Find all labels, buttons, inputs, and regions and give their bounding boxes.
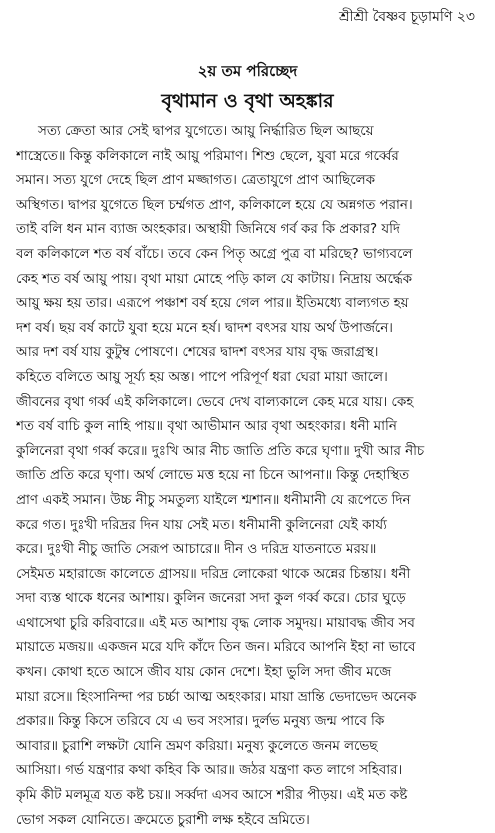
text-line: সদা ব্যস্ত থাকে ধনের আশায়। কুলিন জনেরা সদা কুল গর্ব্ব করে। চোর ঘুড়ে (16, 591, 406, 607)
text-line: আর দশ বর্ষ যায় কুটুম্ব পোষণে। শেষের দ্বাদশ বৎসর যায় বৃদ্ধ জরাগ্রস্থ। (16, 345, 379, 361)
text-line: মায়াতে মজয়॥ একজন মরে যদি কাঁদে তিন জন। মরিবে আপনি ইহা না ভাবে (16, 640, 416, 656)
running-header: শ্রীশ্রী বৈষ্ণব চূড়ামণি ২৩ (339, 9, 475, 25)
text-line: করে গত। দুঃখী দরিদ্রর দিন যায় সেই মত। ধনীমানী কুলিনেরা যেই কার্য্য (16, 517, 387, 533)
body-text (16, 120, 482, 833)
chapter-title: বৃথামান ও বৃথা অহঙ্কার (161, 90, 334, 112)
text-line: ভোগ সকল যোনিতে। ক্রমেতে চুরাশী লক্ষ হইবে ভ্রমিতে। (16, 812, 310, 828)
text-line: এথাসেথা চুরি করিবারে॥ এই মত আশায় বৃদ্ধ লোক সমুদয়। মায়াবদ্ধ জীব সব (16, 615, 415, 631)
text-line: কহিতে বলিতে আয়ু সূর্য্য হয় অস্ত। পাপে পরিপূর্ণ ধরা ঘেরা মায়া জালে। (16, 369, 388, 385)
text-line: বল কলিকালে শত বর্ষ বাঁচে। তবে কেন পিতৃ অগ্রে পুত্র বা মরিছে? ভাগ্যবলে (16, 246, 413, 262)
text-line: সত্য ক্রেতা আর সেই দ্বাপর যুগেতে। আয়ু নির্দ্ধারিত ছিল আছয়ে (38, 124, 374, 139)
chapter-number: ২য় তম পরিচ্ছেদ (197, 62, 298, 80)
text-line: মায়া রসে॥ হিংসানিন্দা পর চর্চ্চা আত্ম অহংকার। মায়া ভ্রান্তি ভেদাভেদ অনেক (16, 689, 417, 705)
text-line: কখন। কোথা হতে আসে জীব যায় কোন দেশে। ইহা ভুলি সদা জীব মজে (16, 665, 392, 681)
text-line: সেইমত মহারাজে কালেতে গ্রাসয়॥ দরিদ্র লোকেরা থাকে অন্নের চিন্তায়। ধনী (16, 566, 411, 582)
text-line: দশ বর্ষ। ছয় বর্ষ কাটে যুবা হয়ে মনে হর্ষ। দ্বাদশ বৎসর যায় অর্থ উপার্জনে। (16, 320, 393, 336)
text-line: প্রাণ একই সমান। উচ্চ নীচু সমতুল্য যাইলে শ্মশান॥ ধনীমানী যে রূপেতে দিন (16, 492, 411, 508)
text-line: আসিয়া। গর্ভ যন্ত্রণার কথা কহিব কি আর॥ জঠর যন্ত্রণা কত লাগে সহিবার। (16, 763, 403, 779)
text-line: করে। দুঃখী নীচু জাতি সেরূপ আচারে॥ দীন ও দরিদ্র যাতনাতে মরয়॥ (16, 542, 377, 558)
text-line: কেহ শত বর্ষ আয়ু পায়। বৃথা মায়া মোহে পড়ি কাল যে কাটায়। নিদ্রায় অর্দ্ধেক (16, 271, 413, 287)
text-line: জীবনের বৃথা গর্ব্ব এই কলিকালে। ভেবে দেখ বাল্যকালে কেহ মরে যায়। কেহ (16, 394, 414, 410)
text-line: প্রকার॥ কিন্তু কিসে তরিবে যে এ ভব সংসার। দুর্লভ মনুষ্য জন্ম পাবে কি (16, 714, 385, 730)
text-line: কুলিনেরা বৃথা গর্ব্ব করে॥ দুঃখি আর নীচ জাতি প্রতি করে ঘৃণা॥ দুখী আর নীচ (16, 443, 425, 459)
text-line: তাই বলি ধন মান ব্যাজ অংহকার। অস্থায়ী জিনিষে গর্ব কর কি প্রকার? যদি (16, 222, 400, 238)
text-line: শাস্ত্রেতে॥ কিন্তু কলিকালে নাই আয়ু পরিমাণ। শিশু ছেলে, যুবা মরে গর্ব্বের (16, 148, 399, 164)
text-line: শত বর্ষ বাচি কুল নাহি পায়॥ বৃথা আভীমান আর বৃথা অহংকার। ধনী মানি (16, 419, 397, 435)
text-line: কৃমি কীট মলমূত্র যত কষ্ট চয়॥ সর্ব্বদা এসব আসে শরীর পীড়য়। এই মত কষ্ট (16, 788, 408, 804)
text-line: অস্থিগত। দ্বাপর যুগেতে ছিল চর্ম্মগত প্রাণ, কলিকালে হয়ে যে অন্নগত পরান। (16, 197, 413, 213)
text-line: আবার॥ চুরাশি লক্ষটা যোনি ভ্রমণ করিয়া। মনুষ্য কুলেতে জনম লভেছ (16, 738, 378, 754)
text-line: আয়ু ক্ষয় হয় তার। এরূপে পঞ্চাশ বর্ষ হয়ে গেল পার॥ ইতিমধ্যে বাল্যগত হয় (16, 296, 409, 312)
text-line: জাতি প্রতি করে ঘৃণা। অর্থ লোভে মত্ত হয়ে না চিনে আপনা॥ কিন্তু দেহাস্থিত (16, 468, 410, 484)
text-line: সমান। সত্য যুগে দেহে ছিল প্রাণ মজ্জাগত। ত্রেতাযুগে প্রাণ আছিলেক (16, 173, 376, 189)
